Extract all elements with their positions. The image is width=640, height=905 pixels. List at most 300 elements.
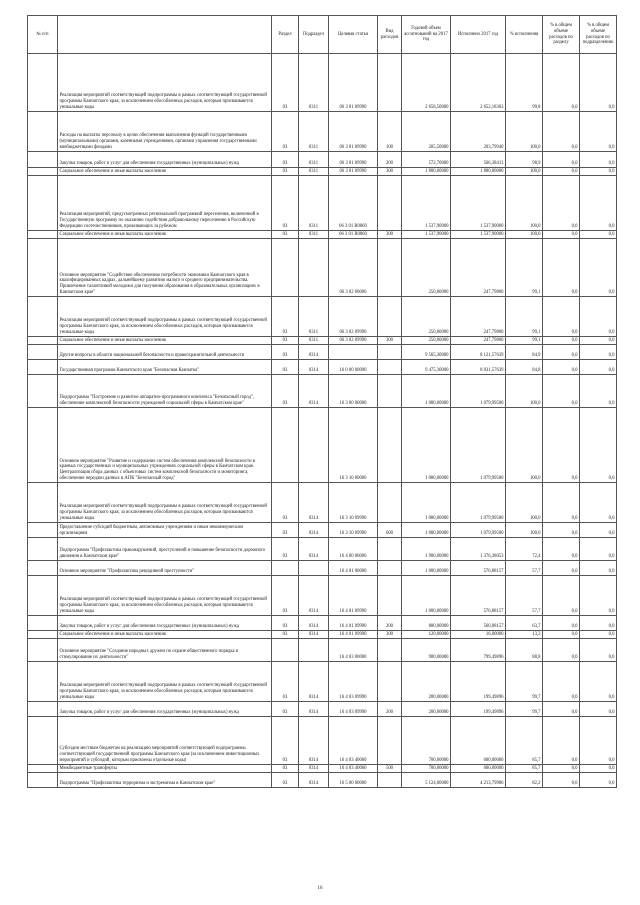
- row-plan: 1 000,00000: [402, 561, 451, 576]
- row-plan: 572,70000: [402, 152, 451, 168]
- row-podrazdel: 0314: [299, 631, 329, 639]
- row-name: Социальное обеспечение и иные выплаты населению: [58, 231, 272, 239]
- row-csr: 06 3 02 09990: [329, 337, 378, 345]
- row-name: Подпрограмма "Профилактика правонарушений, преступлений и повышение безопасности дорожного движения в Камчатском крае": [58, 538, 272, 561]
- row-name: Межбюджетные трансферты: [58, 765, 272, 773]
- row-razdel: [272, 239, 299, 297]
- row-pct-total2: 0,0: [580, 168, 617, 176]
- header-pct: % исполнения: [506, 16, 543, 54]
- row-csr: 06 3 01 09990: [329, 54, 378, 112]
- row-pct: 57,7: [506, 561, 543, 576]
- row-podrazdel: [299, 561, 329, 576]
- row-pct: 100,0: [506, 231, 543, 239]
- row-pct-total2: 0,0: [580, 483, 617, 523]
- row-podrazdel: 0314: [299, 717, 329, 765]
- table-row: [28, 152, 617, 168]
- row-csr: 06 3 01 R0860: [329, 231, 378, 239]
- row-pct-total: 0,0: [543, 168, 580, 176]
- table-row: [28, 576, 617, 616]
- header-csr: Целевая статья: [329, 16, 378, 54]
- row-razdel: 03: [272, 773, 299, 788]
- row-num: [28, 337, 58, 345]
- row-num: [28, 483, 58, 523]
- row-num: [28, 239, 58, 297]
- row-vr: 300: [378, 231, 402, 239]
- row-name: Реализация мероприятий соответствующей подпрограммы в рамках соответствующей государственной программы Камчатского края, за исключением обособленных расходов, которым присваиваются уникальные коды: [58, 662, 272, 702]
- row-pct-total: 0,0: [543, 576, 580, 616]
- row-podrazdel: 0314: [299, 662, 329, 702]
- row-pct-total: 0,0: [543, 408, 580, 483]
- row-plan: 9 565,30000: [402, 345, 451, 360]
- row-plan: 205,50000: [402, 112, 451, 152]
- row-podrazdel: 0314: [299, 538, 329, 561]
- table-row: [28, 639, 617, 662]
- row-vr: [378, 538, 402, 561]
- row-csr: 16 3 10 00000: [329, 408, 378, 483]
- row-pct-total2: 0,0: [580, 702, 617, 717]
- row-plan: 1 080,00000: [402, 483, 451, 523]
- row-num: [28, 112, 58, 152]
- row-pct: 88,8: [506, 639, 543, 662]
- table-body: [28, 54, 617, 788]
- row-name: Реализация мероприятий соответствующей подпрограммы в рамках соответствующей государственной программы Камчатского края, за исключением обособленных расходов, которым присваиваются уникальные коды: [58, 54, 272, 112]
- row-vr: [378, 717, 402, 765]
- header-pct-total2: % в общем объеме расходов по подразделению: [580, 16, 617, 54]
- row-csr: 06 3 01 09990: [329, 152, 378, 168]
- table-row: [28, 112, 617, 152]
- table-row: [28, 717, 617, 765]
- header-row: [28, 16, 617, 54]
- row-razdel: 03: [272, 576, 299, 616]
- row-pct-total2: 0,0: [580, 112, 617, 152]
- row-ispolneno: 1 079,99500: [451, 523, 506, 538]
- row-razdel: [272, 561, 299, 576]
- row-pct: 100,0: [506, 112, 543, 152]
- row-vr: [378, 54, 402, 112]
- row-ispolneno: 1 079,99500: [451, 408, 506, 483]
- row-razdel: 03: [272, 112, 299, 152]
- row-csr: 06 3 01 09990: [329, 168, 378, 176]
- row-plan: 1 080,00000: [402, 523, 451, 538]
- row-razdel: 03: [272, 360, 299, 375]
- table-row: [28, 765, 617, 773]
- row-podrazdel: 0311: [299, 152, 329, 168]
- row-csr: 06 3 02 00000: [329, 239, 378, 297]
- row-pct-total: 0,0: [543, 345, 580, 360]
- row-pct: 84,8: [506, 360, 543, 375]
- row-pct-total: 0,0: [543, 239, 580, 297]
- row-ispolneno: 8 121,57639: [451, 345, 506, 360]
- row-pct: 98,9: [506, 152, 543, 168]
- row-vr: 200: [378, 616, 402, 631]
- row-vr: [378, 483, 402, 523]
- row-name: Реализация мероприятий соответствующей подпрограммы в рамках соответствующей государственной программы Камчатского края, за исключением обособленных расходов, которым присваиваются уникальные коды: [58, 483, 272, 523]
- row-pct-total: 0,0: [543, 538, 580, 561]
- row-podrazdel: 0311: [299, 176, 329, 231]
- row-podrazdel: 0314: [299, 523, 329, 538]
- row-num: [28, 345, 58, 360]
- row-pct-total: 0,0: [543, 662, 580, 702]
- row-pct: 99,1: [506, 297, 543, 337]
- row-pct-total: 0,0: [543, 152, 580, 168]
- row-vr: [378, 360, 402, 375]
- row-pct-total2: 0,0: [580, 337, 617, 345]
- row-razdel: 03: [272, 152, 299, 168]
- row-pct: 99,7: [506, 662, 543, 702]
- table-row: [28, 168, 617, 176]
- row-name: Основное мероприятие "Создание народных дружин по охране общественного порядка и стимулирование их деятельности": [58, 639, 272, 662]
- row-ispolneno: 4 213,79986: [451, 773, 506, 788]
- row-name: Реализация мероприятий соответствующей подпрограммы в рамках соответствующей государственной программы Камчатского края, за исключением обособленных расходов, которым присваиваются уникальные коды: [58, 576, 272, 616]
- row-csr: 16 4 03 40060: [329, 765, 378, 773]
- header-pct-total: % в общем объеме расходов по разделу: [543, 16, 580, 54]
- row-ispolneno: 1 537,90000: [451, 176, 506, 231]
- row-ispolneno: 576,88157: [451, 561, 506, 576]
- header-razdel: Раздел: [272, 16, 299, 54]
- document-sheet: [27, 15, 616, 788]
- row-name: Государственная программа Камчатского края "Безопасная Камчатка": [58, 360, 272, 375]
- row-pct-total: 0,0: [543, 561, 580, 576]
- row-num: [28, 408, 58, 483]
- row-plan: 700,00000: [402, 717, 451, 765]
- row-ispolneno: 600,00000: [451, 765, 506, 773]
- row-csr: 16 4 03 09990: [329, 662, 378, 702]
- row-vr: [378, 239, 402, 297]
- row-name: Субсидии местным бюджетам на реализацию мероприятий соответствующей подпрограммы соответствующей государственной программы Камчатского края (за исключением инвестиционных мероприятий и субсидий, которым присвоены отдельные коды): [58, 717, 272, 765]
- row-ispolneno: 1 880,00000: [451, 168, 506, 176]
- row-vr: [378, 561, 402, 576]
- table-row: [28, 360, 617, 375]
- row-vr: 100: [378, 112, 402, 152]
- row-razdel: 03: [272, 523, 299, 538]
- row-csr: 06 3 02 09990: [329, 297, 378, 337]
- row-pct-total: 0,0: [543, 765, 580, 773]
- row-csr: 16 3 10 09990: [329, 523, 378, 538]
- row-csr: 06 3 01 R0860: [329, 176, 378, 231]
- row-pct: 99,1: [506, 337, 543, 345]
- row-pct: 100,0: [506, 523, 543, 538]
- row-pct-total: 0,0: [543, 337, 580, 345]
- row-vr: 300: [378, 168, 402, 176]
- row-plan: 1 080,00000: [402, 375, 451, 408]
- row-ispolneno: 566,38413: [451, 152, 506, 168]
- row-vr: [378, 375, 402, 408]
- row-name: Закупка товаров, работ и услуг для обеспечения государственных (муниципальных) нужд: [58, 702, 272, 717]
- row-csr: 16 4 01 00000: [329, 561, 378, 576]
- row-razdel: [272, 639, 299, 662]
- row-pct-total2: 0,0: [580, 239, 617, 297]
- row-vr: 500: [378, 765, 402, 773]
- row-vr: [378, 662, 402, 702]
- row-razdel: 03: [272, 702, 299, 717]
- row-pct-total: 0,0: [543, 54, 580, 112]
- table-row: [28, 297, 617, 337]
- row-pct-total: 0,0: [543, 483, 580, 523]
- row-pct-total2: 0,0: [580, 152, 617, 168]
- row-pct-total2: 0,0: [580, 576, 617, 616]
- row-name: Подпрограмма "Профилактика терроризма и экстремизма в Камчатском крае": [58, 773, 272, 788]
- row-pct: 82,2: [506, 773, 543, 788]
- row-name: Основное мероприятие "Содействие обеспечению потребности экономики Камчатского края в квалифицированных кадрах, дальнейшему развитию малого и среднего предпринимательства. Привлечение талантливой молодежи для получения образования в образовательных организациях в Камчатском крае": [58, 239, 272, 297]
- row-pct: 100,0: [506, 375, 543, 408]
- row-pct-total2: 0,0: [580, 360, 617, 375]
- row-name: Основное мероприятие "Развитие и содержание систем обеспечения комплексной безопасности в краевых государственных и муниципальных учреждениях социальной сферы в Камчатском крае. Централизация сбора данных с объектовых систем комплексной безопасности и мониторинга, обеспечение передачи данных в АПК "Безопасный город": [58, 408, 272, 483]
- row-pct-total2: 0,0: [580, 408, 617, 483]
- row-razdel: 03: [272, 231, 299, 239]
- row-num: [28, 773, 58, 788]
- row-name: Социальное обеспечение и иные выплаты населению: [58, 337, 272, 345]
- row-name: Закупка товаров, работ и услуг для обеспечения государственных (муниципальных) нужд: [58, 152, 272, 168]
- row-vr: [378, 345, 402, 360]
- row-pct: 99,1: [506, 239, 543, 297]
- row-pct-total: 0,0: [543, 702, 580, 717]
- row-vr: 300: [378, 631, 402, 639]
- row-podrazdel: 0314: [299, 616, 329, 631]
- row-num: [28, 717, 58, 765]
- row-num: [28, 152, 58, 168]
- row-pct: 63,7: [506, 616, 543, 631]
- row-podrazdel: 0314: [299, 483, 329, 523]
- row-podrazdel: 0314: [299, 773, 329, 788]
- row-plan: 880,00000: [402, 616, 451, 631]
- row-razdel: 03: [272, 54, 299, 112]
- row-csr: 16 4 03 00000: [329, 639, 378, 662]
- row-pct: 99,8: [506, 54, 543, 112]
- row-razdel: 03: [272, 538, 299, 561]
- table-row: [28, 345, 617, 360]
- row-num: [28, 576, 58, 616]
- row-razdel: 03: [272, 765, 299, 773]
- row-ispolneno: 1 079,99500: [451, 375, 506, 408]
- row-ispolneno: 199,49896: [451, 702, 506, 717]
- table-row: [28, 538, 617, 561]
- row-pct: 100,0: [506, 483, 543, 523]
- row-vr: 200: [378, 702, 402, 717]
- row-razdel: 03: [272, 483, 299, 523]
- row-razdel: 03: [272, 631, 299, 639]
- row-ispolneno: 203,79940: [451, 112, 506, 152]
- table-row: [28, 561, 617, 576]
- row-plan: 250,00000: [402, 297, 451, 337]
- row-plan: 200,00000: [402, 702, 451, 717]
- row-csr: 06 3 01 09990: [329, 112, 378, 152]
- header-vr: Вид расходов: [378, 16, 402, 54]
- row-pct-total2: 0,0: [580, 176, 617, 231]
- table-row: [28, 375, 617, 408]
- table-row: [28, 408, 617, 483]
- row-pct-total: 0,0: [543, 773, 580, 788]
- row-pct-total: 0,0: [543, 523, 580, 538]
- row-name: Социальное обеспечение и иные выплаты населению: [58, 631, 272, 639]
- row-plan: 250,00000: [402, 337, 451, 345]
- row-podrazdel: 0314: [299, 576, 329, 616]
- row-pct: 57,7: [506, 576, 543, 616]
- table-row: [28, 483, 617, 523]
- row-razdel: 03: [272, 616, 299, 631]
- row-pct-total2: 0,0: [580, 765, 617, 773]
- row-num: [28, 662, 58, 702]
- row-name: Социальное обеспечение и иные выплаты населению: [58, 168, 272, 176]
- row-podrazdel: [299, 408, 329, 483]
- row-ispolneno: 8 031,57639: [451, 360, 506, 375]
- row-vr: [378, 773, 402, 788]
- row-pct-total: 0,0: [543, 360, 580, 375]
- row-plan: 1 080,00000: [402, 408, 451, 483]
- row-pct: 100,0: [506, 168, 543, 176]
- row-pct-total2: 0,0: [580, 54, 617, 112]
- row-ispolneno: 600,00000: [451, 717, 506, 765]
- row-name: Подпрограмма "Построение и развитие аппаратно-программного комплекса "Безопасный город", обеспечение комплексной безопасности учреждений социальной сферы в Камчатском крае": [58, 375, 272, 408]
- row-pct-total2: 0,0: [580, 773, 617, 788]
- row-num: [28, 360, 58, 375]
- row-podrazdel: 0311: [299, 168, 329, 176]
- row-vr: 300: [378, 337, 402, 345]
- row-pct-total: 0,0: [543, 231, 580, 239]
- row-podrazdel: 0314: [299, 765, 329, 773]
- table-row: [28, 523, 617, 538]
- row-pct-total: 0,0: [543, 112, 580, 152]
- row-plan: 1 880,00000: [402, 168, 451, 176]
- row-razdel: 03: [272, 176, 299, 231]
- row-csr: [329, 345, 378, 360]
- header-ispolneno: Исполнено 2017 год: [451, 16, 506, 54]
- table-row: [28, 662, 617, 702]
- row-pct-total: 0,0: [543, 717, 580, 765]
- row-podrazdel: 0311: [299, 54, 329, 112]
- row-pct: 85,7: [506, 765, 543, 773]
- row-plan: 120,00000: [402, 631, 451, 639]
- row-pct-total2: 0,0: [580, 717, 617, 765]
- row-razdel: 03: [272, 297, 299, 337]
- row-plan: 700,00000: [402, 765, 451, 773]
- header-plan: Годовой объем ассигнований на 2017 год: [402, 16, 451, 54]
- row-razdel: [272, 408, 299, 483]
- header-num: № п/п: [28, 16, 58, 54]
- row-pct-total2: 0,0: [580, 616, 617, 631]
- table-row: [28, 231, 617, 239]
- row-num: [28, 702, 58, 717]
- row-ispolneno: 199,49896: [451, 662, 506, 702]
- row-name: Основное мероприятие "Профилактика рецидивной преступности": [58, 561, 272, 576]
- row-razdel: 03: [272, 345, 299, 360]
- row-plan: 200,00000: [402, 662, 451, 702]
- row-vr: [378, 408, 402, 483]
- row-num: [28, 297, 58, 337]
- table-row: [28, 773, 617, 788]
- row-pct-total2: 0,0: [580, 538, 617, 561]
- row-csr: 16 4 01 09990: [329, 631, 378, 639]
- row-razdel: 03: [272, 662, 299, 702]
- row-ispolneno: 2 652,18363: [451, 54, 506, 112]
- row-pct: 99,7: [506, 702, 543, 717]
- row-pct: 72,4: [506, 538, 543, 561]
- row-pct-total2: 0,0: [580, 639, 617, 662]
- row-ispolneno: 560,88157: [451, 616, 506, 631]
- row-plan: 5 124,00000: [402, 773, 451, 788]
- row-vr: [378, 639, 402, 662]
- row-pct: 84,9: [506, 345, 543, 360]
- row-podrazdel: 0311: [299, 112, 329, 152]
- row-name: Расходы на выплаты персоналу в целях обеспечения выполнения функций государственными (муниципальными) органами, казенными учреждениями, органами управления государственными внебюджетными фондами: [58, 112, 272, 152]
- row-podrazdel: 0314: [299, 360, 329, 375]
- budget-table: [27, 15, 617, 788]
- row-pct-total2: 0,0: [580, 631, 617, 639]
- row-pct-total: 0,0: [543, 297, 580, 337]
- row-plan: 2 658,50000: [402, 54, 451, 112]
- row-podrazdel: 0311: [299, 231, 329, 239]
- row-razdel: 03: [272, 717, 299, 765]
- table-row: [28, 616, 617, 631]
- row-num: [28, 375, 58, 408]
- row-num: [28, 631, 58, 639]
- row-pct-total: 0,0: [543, 176, 580, 231]
- row-pct-total2: 0,0: [580, 375, 617, 408]
- row-name: Предоставление субсидий бюджетным, автономным учреждениям и иным некоммерческим организациям: [58, 523, 272, 538]
- row-ispolneno: 247,79800: [451, 297, 506, 337]
- table-row: [28, 239, 617, 297]
- table-row: [28, 702, 617, 717]
- row-name: Реализация мероприятий, предусмотренных региональной программой переселения, включенной в Государственную программу по оказанию содействия добровольному переселению в Российскую Федерацию соотечественников, проживающих за рубежом: [58, 176, 272, 231]
- row-pct-total: 0,0: [543, 616, 580, 631]
- page-number: 16: [317, 886, 323, 891]
- row-vr: [378, 176, 402, 231]
- row-pct: 100,0: [506, 408, 543, 483]
- table-row: [28, 176, 617, 231]
- row-pct-total: 0,0: [543, 375, 580, 408]
- row-num: [28, 616, 58, 631]
- row-num: [28, 231, 58, 239]
- row-csr: 16 5 00 00000: [329, 773, 378, 788]
- row-pct-total: 0,0: [543, 639, 580, 662]
- row-ispolneno: 16,00000: [451, 631, 506, 639]
- header-name: [58, 16, 272, 54]
- table-row: [28, 54, 617, 112]
- row-name: Закупка товаров, работ и услуг для обеспечения государственных (муниципальных) нужд: [58, 616, 272, 631]
- row-podrazdel: 0314: [299, 702, 329, 717]
- row-num: [28, 639, 58, 662]
- row-vr: [378, 297, 402, 337]
- row-pct: 85,7: [506, 717, 543, 765]
- row-csr: 16 4 01 09990: [329, 616, 378, 631]
- row-pct-total2: 0,0: [580, 345, 617, 360]
- row-ispolneno: 1 537,90000: [451, 231, 506, 239]
- row-csr: 16 3 10 09990: [329, 483, 378, 523]
- row-plan: 9 475,30000: [402, 360, 451, 375]
- row-num: [28, 523, 58, 538]
- row-num: [28, 54, 58, 112]
- row-podrazdel: 0311: [299, 297, 329, 337]
- row-csr: 16 4 00 00000: [329, 538, 378, 561]
- row-plan: 900,00000: [402, 639, 451, 662]
- row-num: [28, 176, 58, 231]
- row-csr: 16 3 00 00000: [329, 375, 378, 408]
- row-ispolneno: 247,79800: [451, 337, 506, 345]
- row-csr: 16 4 03 09990: [329, 702, 378, 717]
- row-ispolneno: 1 079,99500: [451, 483, 506, 523]
- row-pct: 13,3: [506, 631, 543, 639]
- row-num: [28, 561, 58, 576]
- row-pct-total2: 0,0: [580, 561, 617, 576]
- row-name: Другие вопросы в области национальной безопасности и правоохранительной деятельности: [58, 345, 272, 360]
- row-plan: 1 900,00000: [402, 538, 451, 561]
- row-ispolneno: 1 376,38053: [451, 538, 506, 561]
- row-plan: 1 537,90000: [402, 176, 451, 231]
- row-pct: 100,0: [506, 176, 543, 231]
- row-ispolneno: 247,79800: [451, 239, 506, 297]
- row-pct-total2: 0,0: [580, 297, 617, 337]
- row-podrazdel: 0311: [299, 337, 329, 345]
- row-podrazdel: 0314: [299, 375, 329, 408]
